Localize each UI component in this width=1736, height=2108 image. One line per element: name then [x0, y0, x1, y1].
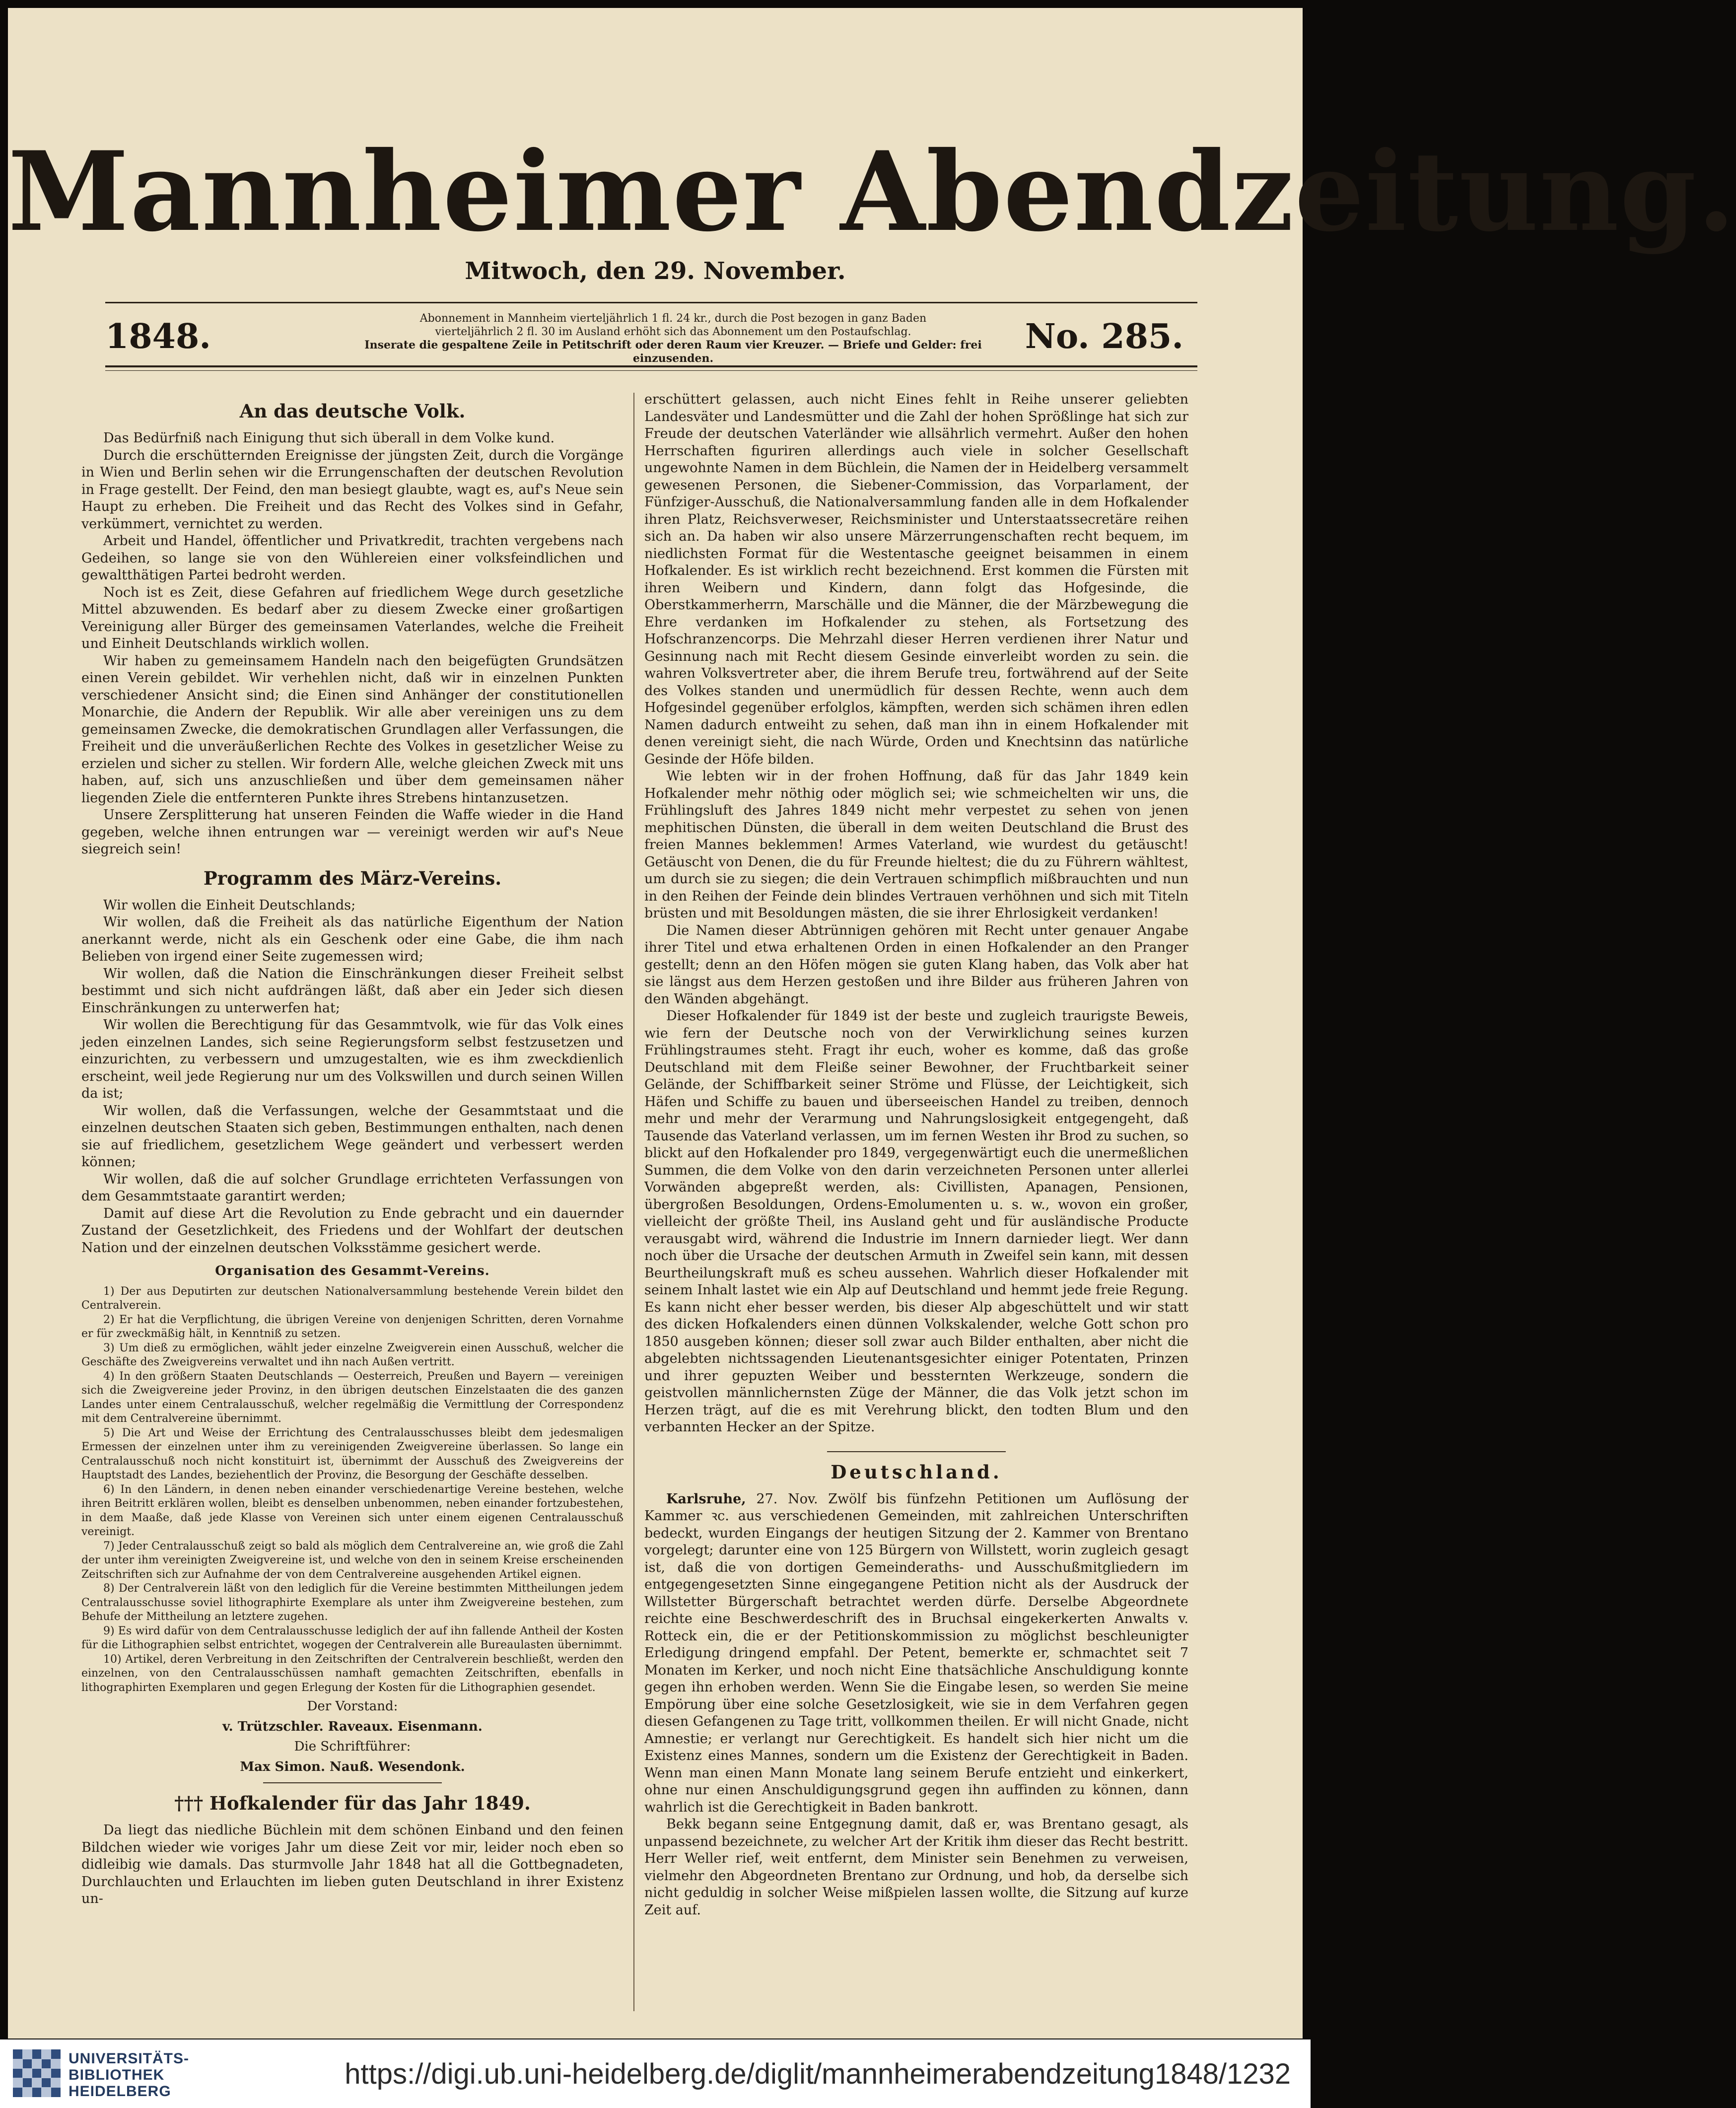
- paragraph: Wir haben zu gemeinsamem Handeln nach den beigefügten Grundsätzen einen Verein gebildet. Wir verhehlen nicht, daß wir in einzelnen Punkten verschiedener Ansicht sind; die Einen sind Anhänger der constitutionellen Monarchie, die Andern der Republik. Wir alle aber vereinigen uns zu dem gemeinsamen Zwecke, die demokratischen Grundlagen aller Verfassungen, die Freiheit und die unveräußerlichen Rechte des Volkes in gesetzlicher Weise zu erzielen und sicher zu stellen. Wir fordern Alle, welche gleichen Zweck mit uns haben, auf, sich uns anzuschließen und über dem gemeinsamen näher liegenden Ziele die entfernteren Punkte ihres Strebens hintanzusetzen.: [81, 653, 624, 806]
- section-title-organisation: Organisation des Gesammt-Vereins.: [215, 1264, 490, 1278]
- article-title-programm: Programm des März-Vereins.: [203, 867, 502, 889]
- paragraph: Durch die erschütternden Ereignisse der jüngsten Zeit, durch die Vorgänge in Wien und Berlin sehen wir die Errungenschaften der deutschen Revolution in Frage gestellt. Der Feind, den man besiegt glaubte, wagt es, auf's Neue sein Haupt zu erheben. Die Freiheit und das Recht des Volkes sind in Gefahr, verkümmert, vernichtet zu werden.: [81, 447, 624, 532]
- signature-board-names: [81, 1718, 624, 1736]
- paragraph: Da liegt das niedliche Büchlein mit dem schönen Einband und den feinen Bildchen wieder wie voriges Jahr um diese Zeit vor mir, leider noch eben so didleibig wie damals. Das sturmvolle Jahr 1848 hat all die Gottbegnadeten, Durchlauchten und Erlauchten im lieben guten Deutschland in ihrer Existenz un-: [81, 1823, 624, 1906]
- dateline-text: 27. Nov. Zwölf bis fünfzehn Petitionen um Auflösung der Kammer ꝛc. aus verschiedenen Gemeinden, mit zahlreichen Unterschriften bedeckt, wurden Eingangs der heutigen Sitzung der 2. Kammer von Brentano vorgelegt; darunter eine von 125 Bürgern von Willstett, worin zugleich gesagt ist, daß die von dortigen Gemeinderaths- und Ausschußmitgliedern im entgegengesetzten Sinne eingegangene Petition nicht als der Ausdruck der Willstetter Bürgerschaft betrachtet werden dürfe. Derselbe Abgeordnete reichte eine Beschwerdeschrift des in Bruchsal eingekerkerten Anwalts v. Rotteck ein, die er der Petitionskommission zu möglichst beschleunigter Erledigung dringend empfahl. Der Petent, bemerkte er, schmachtet seit 7 Monaten im Kerker, und noch nicht Eine thatsächliche Anschuldigung konnte gegen ihn erhoben werden. Wenn Sie die Eingabe lesen, so werden Sie meine Empörung über eine solche Gesetzlosigkeit, wie sie in dem Verfahren gegen diesen Gefangenen zu Tage tritt, vollkommen theilen. Er will nicht Gnade, nicht Amnestie; er verlangt nur Gerechtigkeit. Es handelt sich hier nicht um die Existenz eines Mannes, sondern um die Existenz der Gerechtigkeit in Baden. Wenn man einen Mann Monate lang seinem Berufe entzieht und einkerkert, ohne nur einen Anschuldigungsgrund gegen ihn auffinden zu können, dann wahrlich ist die Gerechtigkeit in Baden bankrott.: [644, 1491, 1188, 1815]
- column-left: [81, 391, 624, 1908]
- org-item: 8) Der Centralverein läßt von den lediglich für die Vereine bestimmten Mittheilungen jedem Centralausschusse soviel lithographirte Exemplare als unter ihm Zweigvereine bestehen, zum Behufe der Mittheilung an letztere zugehen.: [81, 1582, 624, 1623]
- dateline: Karlsruhe,: [666, 1491, 746, 1507]
- org-item: 7) Jeder Centralausschuß zeigt so bald als möglich dem Centralvereine an, wie groß die Zahl der unter ihm vereinigten Zweigvereine ist, und welche von den in seinem Kreise erscheinenden Zeitschriften sich zur Aufnahme der von dem Centralvereine ausgehenden Artikel eignen.: [81, 1540, 624, 1581]
- signature-secretaries-names-text: Max Simon. Nauß. Wesendonk.: [240, 1759, 465, 1774]
- org-item: 1) Der aus Deputirten zur deutschen Nationalversammlung bestehende Verein bildet den Centralverein.: [81, 1285, 624, 1312]
- document-url-link[interactable]: https://digi.ub.uni-heidelberg.de/diglit/mannheimerabendzeitung1848/1232: [345, 2058, 1291, 2090]
- org-item: 6) In den Ländern, in denen neben einander verschiedenartige Vereine bestehen, welche ihren Beitritt erklären wollen, bleibt es denselben unbenommen, neben einander fortzubestehen, in dem Maaße, daß jede Klasse von Vereinen sich unter einem eigenen Centralausschuß vereinigt.: [81, 1483, 624, 1538]
- issue-year: 1848.: [105, 317, 211, 356]
- org-item: 2) Er hat die Verpflichtung, die übrigen Vereine von denjenigen Schritten, deren Vornahme er für zweckmäßig hält, in Kenntniß zu setzen.: [81, 1313, 624, 1340]
- library-name-line: BIBLIOTHEK: [69, 2067, 165, 2083]
- article-title-hofkalender: ††† Hofkalender für das Jahr 1849.: [174, 1792, 531, 1814]
- issue-number: No. 285.: [1025, 317, 1183, 356]
- paragraph: Wie lebten wir in der frohen Hoffnung, daß für das Jahr 1849 kein Hofkalender mehr nöthig oder möglich sei; wie schmeichelten wir uns, die Frühlingsluft des Jahres 1849 nicht mehr verpestet zu sehen von jenen mephitischen Dünsten, die überall in dem weiten Deutschland die Brust des freien Mannes beklemmen! Armes Vaterland, wie wurdest du getäuscht! Getäuscht von Denen, die du für Freunde hieltest; die du zu Führern wähltest, um durch sie zu siegen; die dein Vertrauen schimpflich mißbrauchten und nun in den Reihen der Feinde dein blindes Vertrauen verhöhnen und sich mit Titeln brüsten und mit Besoldungen mästen, die sie ihrer Ehrlosigkeit verdanken!: [644, 769, 1188, 921]
- library-name: [69, 2050, 189, 2100]
- column-divider: [633, 393, 634, 2011]
- paragraph: Wir wollen die Berechtigung für das Gesammtvolk, wie für das Volk eines jeden einzelnen Landes, sich seine Regierungsform selbst festzusetzen und einzurichten, zu verbessern und umzugestalten, wie es ihm zweckdienlich erscheint, weil jede Regierung nur um des Volkswillen und durch seinen Willen da ist;: [81, 1017, 624, 1101]
- subscription-line: Inserate die gespaltene Zeile in Petitschrift oder deren Raum vier Kreuzer. — Briefe und Gelder: frei einzusenden.: [364, 339, 982, 365]
- article-title-volk: An das deutsche Volk.: [239, 400, 466, 422]
- paragraph: Wir wollen, daß die Verfassungen, welche der Gesammtstaat und die einzelnen deutschen Staaten sich geben, Bestimmungen enthalten, nach denen sie auf friedlichem, gesetzlichem Wege geändert und verbessert werden können;: [81, 1103, 624, 1170]
- column-right: [644, 391, 1188, 1919]
- library-name-line: HEIDELBERG: [69, 2083, 171, 2100]
- signature-secretaries-names: [81, 1758, 624, 1776]
- paragraph: Unsere Zersplitterung hat unseren Feinden die Waffe wieder in die Hand gegeben, welche ihnen entrungen war — vereinigt werden wir auf's Neue siegreich sein!: [81, 807, 624, 857]
- org-item: 3) Um dieß zu ermöglichen, wählt jeder einzelne Zweigverein einen Ausschuß, welcher die Geschäfte des Zweigvereins verwaltet und ihn nach Außen vertritt.: [81, 1341, 624, 1368]
- paragraph: Wir wollen die Einheit Deutschlands;: [103, 897, 356, 913]
- subscription-line: Abonnement in Mannheim vierteljährlich 1 fl. 24 kr., durch die Post bezogen in ganz Baden: [419, 312, 927, 325]
- paragraph: Wir wollen, daß die auf solcher Grundlage errichteten Verfassungen von dem Gesammtstaate garantirt werden;: [81, 1171, 624, 1204]
- org-item: 5) Die Art und Weise der Errichtung des Centralausschusses bleibt dem jedesmaligen Ermessen der einzelnen unter ihm zu vereinigenden Zweigvereine überlassen. So lange ein Centralausschuß noch nicht konstituirt ist, übernimmt der Ausschuß des Zweigvereins der Hauptstadt des Landes, beziehentlich der Provinz, die Besorgung der Geschäfte desselben.: [81, 1426, 624, 1481]
- masthead-rule-bottom-thin: [105, 370, 1197, 371]
- paragraph: erschüttert gelassen, auch nicht Eines fehlt in Reihe unserer geliebten Landesväter und Landesmütter und die Zahl der hohen Sprößlinge hat sich zur Freude der deutschen Vaterländer wie allsährlich vermehrt. Außer den hohen Herrschaften figuriren allerdings auch viele in solcher Gesellschaft ungewohnte Namen in dem Büchlein, die Namen der in Heidelberg versammelt gewesenen Personen, die Siebener-Commission, das Vorparlament, der Fünfziger-Ausschuß, die Nationalversammlung fanden alle in dem Hofkalender ihren Platz, Reichsverweser, Reichsminister und Unterstaatssecretäre reihen sich an. Da haben wir also unsere Märzerrungenschaften recht bequem, im niedlichsten Format für die Westentasche geeignet beisammen in einem Hofkalender. Es ist wirklich recht bezeichnend. Erst kommen die Fürsten mit ihren Weibern und Kindern, dann folgt das Hofgesinde, die Oberstkammerherrn, Marschälle und die Männer, die der Märzbewegung die Ehre verdanken im Hofkalender zu stehen, als Fortsetzung des Hofschranzencorps. Die Mehrzahl dieser Herren verdienen ihrer Natur und Gesinnung nach mit Recht diesem Gesinde einverleibt worden zu sein. die wahren Volksvertreter aber, die ihrem Berufe treu, fortwährend auf der Seite des Volkes standen und unermüdlich für dessen Rechte, wenn auch dem Hofgesindel gegenüber erfolglos, kämpften, werden sich schämen ihren edlen Namen dadurch entweiht zu sehen, daß man ihn in einem Hofkalender mit denen vereinigt sieht, die nach Würde, Orden und Knechtsinn das natürliche Gesinde der Höfe bilden.: [644, 392, 1188, 767]
- paragraph: Wir wollen, daß die Nation die Einschränkungen dieser Freiheit selbst bestimmt und sich nicht aufdrängen läßt, daß aber ein Jeder sich diesen Einschränkungen zu unterwerfen hat;: [81, 966, 624, 1016]
- signature-secretaries-label: Die Schriftführer:: [294, 1739, 411, 1754]
- paragraph: Arbeit und Handel, öffentlicher und Privatkredit, trachten vergebens nach Gedeihen, so lange sie von den Wühlereien einer volksfeindlichen und gewaltthätigen Partei bedroht werden.: [81, 533, 624, 583]
- section-rule: [827, 1451, 1006, 1452]
- masthead-rule-top: [105, 302, 1197, 303]
- subscription-notice: [341, 312, 1006, 365]
- paragraph: [644, 1491, 1188, 1817]
- signature-board-label: Der Vorstand:: [307, 1699, 398, 1714]
- org-item: 9) Es wird dafür von dem Centralausschusse lediglich der auf ihn fallende Antheil der Kosten für die Lithographien selbst entrichtet, wogegen der Centralverein alle Bureaulasten übernimmt.: [81, 1624, 624, 1651]
- paragraph: Bekk begann seine Entgegnung damit, daß er, was Brentano gesagt, als unpassend bezeichnete, zu welcher Art der Kritik ihm dieser das Recht bestritt. Herr Weller rief, weit entfernt, dem Minister sein Benehmen zu verweisen, vielmehr den Abgeordneten Brentano zur Ordnung, und hob, da derselbe sich nicht geduldig in solcher Weise mißpielen lassen wollte, die Sitzung auf kurze Zeit auf.: [644, 1817, 1188, 1918]
- masthead-title: Mannheimer Abendzeitung.: [8, 127, 1736, 256]
- masthead-rule-bottom: [105, 365, 1197, 367]
- paragraph: Noch ist es Zeit, diese Gefahren auf friedlichem Wege durch gesetzliche Mittel abzuwenden. Es bedarf aber zu diesem Zwecke einer großartigen Vereinigung aller Bürger des gemeinsamen Vaterlandes, welche die Freiheit und Einheit Deutschlands wirklich wollen.: [81, 584, 624, 651]
- org-item: 10) Artikel, deren Verbreitung in den Zeitschriften der Centralverein beschließt, werden den einzelnen, von den Centralausschüssen namhaft gemachten Zeitschriften, ebenfalls in lithographirten Exemplaren und gegen Erlegung der Kosten für die Lithographien gesendet.: [81, 1653, 624, 1694]
- paragraph: Wir wollen, daß die Freiheit als das natürliche Eigenthum der Nation anerkannt werde, nicht als ein Geschenk oder eine Gabe, die ihm nach Belieben von irgend einer Seite zugemessen wird;: [81, 914, 624, 964]
- newspaper-page: [8, 8, 1736, 2038]
- masthead-date: Mitwoch, den 29. November.: [465, 257, 846, 285]
- university-library-logo-icon: [13, 2049, 61, 2097]
- paragraph: Dieser Hofkalender für 1849 ist der beste und zugleich traurigste Beweis, wie fern der Deutsche noch von der Verwirklichung seines kurzen Frühlingstraumes steht. Fragt ihr euch, woher es komme, daß das große Deutschland mit dem Fleiße seiner Bewohner, der Fruchtbarkeit seiner Gelände, der Schiffbarkeit seiner Ströme und Flüsse, der Leichtigkeit, sich Häfen und Schiffe zu bauen und überseeischen Handel zu treiben, dennoch mehr und mehr der Verarmung und Nahrungslosigkeit entgegengeht, daß Tausende das Vaterland verlassen, um im fernen Westen ihr Brod zu suchen, so blickt auf den Hofkalender pro 1849, vergegenwärtigt euch die unermeßlichen Summen, die dem Volke von den darin verzeichneten Personen unter allerlei Vorwänden abgepreßt werden, als: Civillisten, Apanagen, Pensionen, übergroßen Besoldungen, Ordens-Emolumenten u. s. w., wovon ein großer, vielleicht der größte Theil, ins Ausland geht und für ausländische Producte verausgabt wird, während die Industrie im Innern darnieder liegt. Wer dann noch über die Ursache der deutschen Armuth in Zweifel sein kann, mit dessen Beurtheilungskraft muß es scheu aussehen. Wahrlich dieser Hofkalender mit seinem Inhalt lastet wie ein Alp auf Deutschland und hemmt jede freie Regung. Es kann nicht eher besser werden, bis dieser Alp abgeschüttelt und wir statt des dicken Hofkalenders einen dünnen Volkskalender, welche Gott schon pro 1850 ausgeben können; dieser soll zwar auch Bilder enthalten, aber nicht die abgelebten nichtssagenden Lieutenantsgesichter einiger Potentaten, Prinzen und ihrer gepuzten Weiber und bessternten Werkzeuge, sondern die geistvollen männlichernsten Züge der Männer, die das Volk jetzt schon im Herzen trägt, auf die es mit Verehrung blickt, den todten Blum und den verbannten Hecker an der Spitze.: [644, 1008, 1188, 1435]
- section-title-deutschland: Deutschland.: [831, 1461, 1002, 1483]
- footer-bar: [0, 2039, 1311, 2108]
- paragraph: Die Namen dieser Abtrünnigen gehören mit Recht unter genauer Angabe ihrer Titel und etwa erhaltenen Orden in einen Hofkalender an den Pranger gestellt; denn an den Höfen mögen sie guten Klang haben, das Volk aber hat sie längst aus dem Herzen gestoßen und ihre Bilder aus früheren Jahren von den Wänden abgehängt.: [644, 922, 1188, 1007]
- section-rule: [263, 1782, 442, 1783]
- paragraph: Das Bedürfniß nach Einigung thut sich überall in dem Volke kund.: [103, 430, 555, 446]
- subscription-line: vierteljährlich 2 fl. 30 im Ausland erhöht sich das Abonnement um den Postaufschlag.: [435, 326, 911, 338]
- signature-board-names-text: v. Trützschler. Raveaux. Eisenmann.: [222, 1719, 483, 1734]
- org-item: 4) In den größern Staaten Deutschlands — Oesterreich, Preußen und Bayern — vereinigen sich die Zweigvereine jeder Provinz, in den übrigen deutschen Einzelstaaten die des ganzen Landes unter einem Centralausschuß, welcher regelmäßig die Vermittlung der Correspondenz mit dem Centralvereine übernimmt.: [81, 1370, 624, 1425]
- library-name-line: UNIVERSITÄTS-: [69, 2050, 190, 2067]
- paragraph: Damit auf diese Art die Revolution zu Ende gebracht und ein dauernder Zustand der Gesetzlichkeit, des Friedens und der Wohlfart der deutschen Nation und der einzelnen deutschen Volksstämme gesichert werde.: [81, 1205, 624, 1256]
